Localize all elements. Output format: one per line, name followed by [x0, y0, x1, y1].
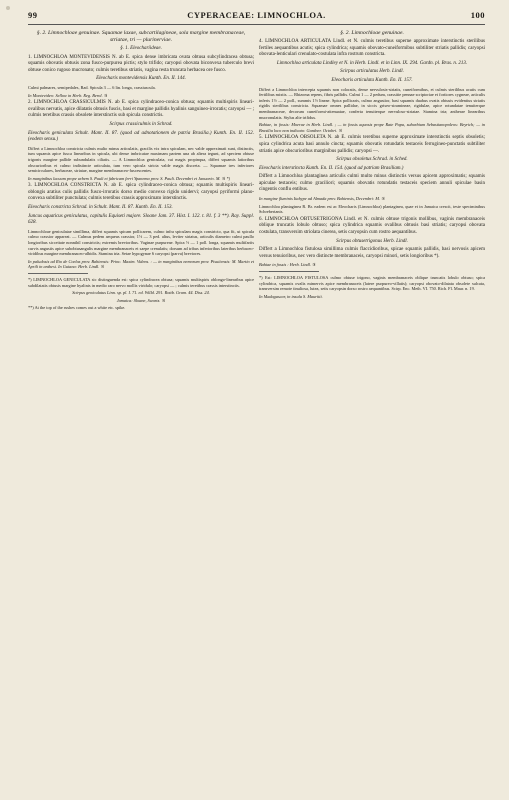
description-note: Culmi palmares, semipedales, Rad. Spicula 3 — 6 lin. longa, crassiuscula. — [28, 84, 156, 90]
species-description: 6. LIMNOCHLOA OBTUSETRIGONA Lindl. et N. culmis obtuse trigonis mollibus, vaginis membranaceis oblique truncatis lobulo obtuso; spica cylindrica squamis ovalibus obtusis basi striatis; caryopsi obovata costulata, transversim striolata cinerea, setis caryopsin cum rostro aequantibus. — [259, 216, 485, 236]
footnote: **) At the top of the rushes comes out a white etc. spike. — [28, 305, 126, 311]
synonym: Juncus aquaticus geniculatus, capitulis Equiseti majore. Sloane Jam. 37. Hist. I. 122. t. 81. f. 3 **). Ray. Suppl. 628. — [28, 213, 254, 226]
locality: In marginibus lacuum prope urbem S. Pauli et fabricam ferri Ypanema prov. S. Pauli. Decembri et Januario. M. ♃ *) — [28, 175, 231, 181]
synonym: Scirpus crassiculmis in Schrad. — [109, 121, 173, 127]
synonym: Eleocharis montevidensis Kunth. En. II. 144. — [96, 76, 186, 82]
description-note: Limnochloa plantaginea R. Br. eadem est ac Eleocharis (Limnochloa) plantaginea, quae et in Jamaica crescit, teste speciminibus Schreberianis. — [259, 203, 485, 215]
page-number-right: 100 — [470, 10, 485, 20]
locality: In margine fluminis Itabype ad Almada prov. Bahiensis, Decembri: M. ♃ — [259, 196, 385, 202]
synonym: Scirpus articulatus Herb. Lindl. — [340, 69, 404, 75]
page-number-left: 99 — [28, 10, 38, 20]
species-description: 4. LIMNOCHLOA ARTICULATA Lindl. et N. culmis teretibus superne approximate interstinctis sterilibus fertiles aequantibus acutis; spica cylindrica; squamis obovato-cuneiformibus subtiliter striatis pallidis; caryopsi obovata-lenticulari crenulato-costulata infra rostrum constricta. — [259, 39, 485, 58]
footnote: *) Est: LIMNOCHLOA FISTULOSA culmo obtuse trigono, vaginis membranaceis oblique truncatis lobulo obtuso; spica cylindrica, squamis ovalis mimervis apice membranaceis (latere purpureo-villatis); caryopsi obovato-dilatata obsolete sulcata, transversim remote tinuliosa, lutea, setis caryopsin dorso rostro aequantibus. Scirp. Enc. Meth. VI. 750. Rich. Fl. Maur. n. 19. — [259, 275, 485, 292]
left-column — [28, 30, 254, 313]
locality: In paludosis ad Rio de Coelas prov. Bahiensis: Princ. Maxim. Videns. : — in marginibus nemorum prov. Pisuiiensis: M. Martio et Aprili in anthesi. In Guiana: Herb. Lindl. ♃ — [28, 258, 254, 270]
species-description: 1. LIMNOCHLOA MONTEVIDENSIS N. ab E. spica dense imbricata ovata obtusa subcylindracea obtusa; squamis obovatis obtusis zona fusco-purpurea pictis; stylo trifido; caryopsi obovata biconvexa tuberculo brevi obtuse conico rugoso mucronato; culmis teretibus striatis, vagina resta truncata herbacea ore fusco. — [28, 54, 254, 73]
synonym: Scirpus obtusetrigonus Herb. Lindl. — [336, 238, 408, 244]
synonym: Eleocharis geniculata Schult. Mant. II. 87. (quod ad adnotationem de patria Brasilia.) Kunth. En. II. 152. (eodem sensu.) — [28, 130, 254, 143]
running-title: CYPERACEAE: LIMNOCHLOA. — [187, 10, 326, 20]
header-rule — [28, 24, 485, 25]
footnote: Scirpus geniculatus Linn. sp. pl. I. 71. ed. Willd. 291. Rottb. Gram. 44. Diss. 24. — [72, 290, 210, 296]
footnote: *) LIMNOCHLOA GENICULATA sic distinguenda est: spica cylindracea obtusa; squamis multispiris oblongo-linearibus apice subdilatatis obtusis margine hyalinis in medio raro nervo mollis viridulo; caryopsi — ; culmis teretibus crassis interstinctis. — [28, 277, 254, 288]
footnote-rule — [259, 271, 319, 272]
locality: Bahiae, in fossis: Moerae in Herb. Lindl. ; — in fossis aquosis prope Rate Papa, suburbium Sebastianopoleos: Beyrich; — in Brasilia loco non indicato: Gardner. Octobri. ♃ — [259, 122, 485, 133]
right-column — [259, 30, 485, 301]
species-description: 2. LIMNOCHLOA CRASSICULMIS N. ab E. spica cylindraceo-conica obtusa; squamis multispiris lineari-ovalibus nervatis, apice dilatatis obtusis fuscis, basi et margine pallidis hyalinis sanguineo-irroratis; caryopsi — ; culmis teretibus crassis obsolete interstinctis sub spicula constrictis. — [28, 100, 254, 119]
synonym: Eleocharis interstincta Kunth. En. II. 154. (quod ad patriam Brasiliam.) — [259, 165, 404, 171]
footnote: In Madagascar, in insula S. Mauritii. — [259, 293, 323, 299]
footnote: Jamaica: Sloane, Swartz. ♃ — [116, 297, 166, 303]
page-header — [28, 10, 485, 24]
synonym: Eleocharis constricta Schrad. in Schult. Mant. II. 87. Kunth. En. II. 153. — [28, 205, 173, 211]
subsection-heading: §. 1. Eleochariideae. — [120, 46, 162, 51]
page-corner-mark — [6, 6, 10, 10]
locality: In Montevideo: Sellow in Herb. Reg. Berol. ♃ — [28, 92, 108, 98]
species-description: 3. LIMNOCHLOA CONSTRICTA N. ab E. spica cylindraceo-conica obtusa; squamis multispiris lineari-oblongis aratius culis pallidis fusco-irroratis dorso medio convexo rigido unidervi; caryopsi pyriformi plano-convexa subtiliter punctulata; culmis teretibus crassis approximato interstinctis. — [28, 183, 254, 202]
section-heading: §. 2. Limnochloae genuinae. — [340, 30, 404, 36]
description-note: Limnochloae geniculatae simillima, differt squamis spicam pollicarem, culmo infra spiculam magis constricto, qua fit, ut spicula culmo crassior appareat. — Culmus pedem aequeus crassior, 1½ — 3 ped. altus, leviter striatus, articulis diametro culmi paullo longioribus sicceitate nonnihil constrictis; extremis brevioribus. Vaginae purpureae. Spica ½ — 1 poll. longa, squamis multifariis curvis angustis apice subobtusangulis margine membranaceis et saepe crenulatis; dorsum ad tribus inferioribus lateribus herbaceo-viridibus margine membranaceo-albidis. Stamina tria. Setae hypogynae 6 caryopsi (parva) breviores. — [28, 228, 254, 257]
synonym: Limnochloa articulata Lindley et N. in Herb. Lindl. et in Linn. IX. 294. Gardn. pl. Bras. n. 213. — [276, 60, 468, 66]
locality: Bahiae in fossis : Herb. Lindl. ♃ — [259, 262, 316, 268]
description-note: Differt a Limnochloa plantaginea articulis culmi multo minus distinctis versus apicem approximatis; squamis apiculae testaceis; culmo graciliori; squamis obovatis rotundatis testaceis speciem annuli spiculae basin cingentis conflu entibus. — [259, 174, 485, 193]
synonym: Eleocharis articulata Kunth. En. II. 157. — [331, 77, 413, 83]
footnote-rule — [28, 273, 88, 274]
description-note: Differt a Limnochloa fistulosa simillima culmis flaccidioribus, spicae squamis pallidis, basi nervosis apicem versus tenuioribus, nec vero distincte membranaceis, caryopsi minori, setis longioribus *). — [259, 247, 485, 259]
synonym: Scirpus obsoletus Schrad. in Sched. — [336, 157, 408, 163]
description-note: Differt a Limnochloa constricta culmis multo minus articulatis, gracilis vix intra spiculam, nec valde appreximati sunt, distinctis, tum squamis apice fusca linearibus in spicula, ubi dense imbricatae maximam partem una ab altera tegunt, ad speciem obtuse trigonis margine pallide subundulatis ciliatis. — A Limnochloa geniculata, cui magis propinqua, differt squamis latioribus obscurioribus et culmo indistincte articulata, tum vero spicula stricta valde magis discreta. — Squamae tres inferiores semicirculares, herbaceae, striatae, margine membranaceo-fuscescentes. — [28, 145, 254, 174]
species-description: 5. LIMNOCHLOA OBSOLETA N. ab E. culmis teretibus superne approximate interstinctis septis obsoletis; spica cylindrica acuta basi annulo cincta; squamis obovatis rotundatis testaceis ferrugineo-punctatis subtiliter striatis apice obscurioribus marginibus pallidis; caryopsi —. — [259, 135, 485, 154]
section-heading: §. 2. Limnochloae genuinae. Squamae laxae, subcartilagineae, sola margine membranaceae, striatae, tri — plurinerviae. — [36, 30, 246, 43]
description-note: Differt a Limnochloa intercepta squamis non coloratis, dense nervulosis-striatis, cuneiformibus, et culmis sterilibus acutis cum fertilibus mixtis. — Rhizoma repens, fibris pallidis. Culmi 1 — 2 pedum, crassitie pennae scriptoriae et fortiores cygneae, articulis inferis 1½ — 2 poll., summis 1½ lineae. Spica pollicaris, culmo angustior, basi squamis duabus ovatis obtusis evidentius striatis rigidis sterilibus constricta. Squamae omnes pallidae, in siccis griseo-stramineae, rigidulae, apice rotundatae tenuiterque membranaceae, decorum cuneiformi-attenuatae, conferta tenuiterque nervuloso-striatae. Stamina tria; antherae linearibus mucronulatis. Stylus alte trifidus. — [259, 86, 485, 120]
